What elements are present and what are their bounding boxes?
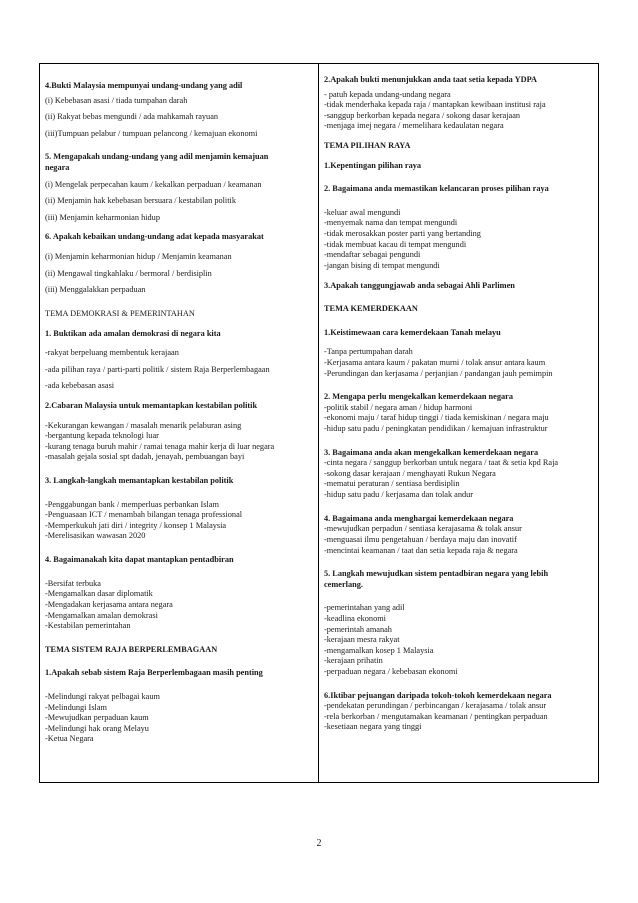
text-line-mengadakan-kerjasama-antara-negara: -Mengadakan kerjasama antara negara [45,599,173,609]
notes-table [39,63,599,783]
text-line-kesetiaan-negara-yang-tinggi: -kesetiaan negara yang tinggi [324,722,422,732]
text-line-i-menjamin-keharmonian-hidup-menjamin-ke: (i) Menjamin keharmonian hidup / Menjamin keamanan [45,252,232,262]
heading-4-bagaimana-anda-menghargai-kemerdekaan-: 4. Bagaimana anda menghargai kemerdekaan negara [324,513,514,523]
text-line-mematui-peraturan-sentiasa-berdisiplin: -mematui peraturan / sentiasa berdisiplin [324,479,460,489]
text-line-penggabungan-bank-memperluas-perbankan-i: -Penggabungan bank / memperluas perbankan Islam [45,499,219,509]
text-line-kestabilan-pemerintahan: -Kestabilan pemerintahan [45,621,131,631]
text-line-perundingan-dan-kerjasama-perjanjian-pan: -Perundingan dan kerjasama / perjanjian / pandangan jauh pemimpin [324,368,553,378]
page-number: 2 [316,838,322,849]
text-line-kerajaan-prihatin: -kerajaan prihatin [324,656,383,666]
text-line-hidup-satu-padu-kerjasama-dan-tolak-andu: -hidup satu padu / kerjasama dan tolak andur [324,490,474,500]
text-line-menguasai-ilmu-pengetahuan-berdaya-maju-: -menguasai ilmu pengetahuan / berdaya maju dan inovatif [324,534,517,544]
heading-6-iktibar-pejuangan-daripada-tokoh-tokoh: 6.Iktibar pejuangan daripada tokoh-tokoh kemerdekaan negara [324,690,552,700]
text-line-tanpa-pertumpahan-darah: -Tanpa pertumpahan darah [324,347,413,357]
heading-cemerlang: cemerlang. [324,579,363,589]
text-line-mewujudkan-perpaduan-kaum: -Mewujudkan perpaduan kaum [45,713,149,723]
text-line-patuh-kepada-undang-undang-negara: - patuh kepada undang-undang negara [324,89,451,99]
heading-3-langkah-langkah-memantapkan-kestabilan: 3. Langkah-langkah memantapkan kestabilan politik [45,476,234,486]
text-line-i-kebebasan-asasi-tiada-tumpahan-darah: (i) Kebebasan asasi / tiada tumpahan darah [45,95,188,105]
text-line-rakyat-berpeluang-membentuk-kerajaan: -rakyat berpeluang membentuk kerajaan [45,348,179,358]
text-line-cinta-negara-sanggup-berkorban-untuk-neg: -cinta negara / sanggup berkorban untuk negara / taat & setia kpd Raja [324,458,559,468]
text-line-pendekatan-perundingan-perbincangan-kera: -pendekatan perundingan / perbincangan / kerajasama / tolak ansur [324,701,547,711]
text-line-hidup-satu-padu-peningkatan-pendidikan-k: -hidup satu padu / peningkatan pendidikan / kemajuan infrastruktur [324,424,548,434]
text-line-rela-berkorban-mengutamakan-keamanan-pen: -rela berkorban / mengutamakan keamanan / pentingkan perpaduan [324,711,548,721]
heading-1-kepentingan-pilihan-raya: 1.Kepentingan pilihan raya [324,160,422,170]
text-line-ada-pilihan-raya-parti-parti-politik-sis: -ada pilihan raya / parti-parti politik / sistem Raja Berperlembagaan [45,364,270,374]
text-line-ada-kebebasan-asasi: -ada kebebasan asasi [45,381,115,391]
heading-6-apakah-kebaikan-undang-undang-adat-kep: 6. Apakah kebaikan undang-undang adat kepada masyarakat [45,232,264,242]
left-column [40,64,319,782]
text-line-mencintai-keamanan-taat-dan-setia-kepada: -mencintai keamanan / taat dan setia kepada raja & negara [324,545,518,555]
text-line-melindungi-islam: -Melindungi Islam [45,702,107,712]
text-line-ii-menjamin-hak-kebebasan-bersuara-kesta: (ii) Menjamin hak kebebasan bersuara / kestabilan politik [45,196,236,206]
text-line-keadlina-ekonomi: -keadlina ekonomi [324,613,386,623]
text-line-mengamalkan-dasar-diplomatik: -Mengamalkan dasar diplomatik [45,589,153,599]
text-line-kerjasama-antara-kaum-pakatan-murni-tola: -Kerjasama antara kaum / pakatan murni / tolak ansur antara kaum [324,357,546,367]
text-line-tidak-membuat-kacau-di-tempat-mengundi: -tidak membuat kacau di tempat mengundi [324,239,467,249]
heading-1-apakah-sebab-sistem-raja-berperlembaga: 1.Apakah sebab sistem Raja Berperlembagaan masih penting [45,668,263,678]
text-line-ketua-negara: -Ketua Negara [45,734,94,744]
text-line-mewujudkan-perpadun-sentiasa-kerajasama-: -mewujudkan perpadun / sentiasa kerajasama & tolak ansur [324,524,522,534]
text-line-menjaga-imej-negara-memelihara-kedaulata: -menjaga imej negara / memelihara kedaulatan negara [324,121,504,131]
text-line-iii-menggalakkan-perpaduan: (iii) Menggalakkan perpaduan [45,285,146,295]
heading-tema-pilihan-raya: TEMA PILIHAN RAYA [324,141,411,151]
text-line-iii-menjamin-keharmonian-hidup: (iii) Menjamin keharmonian hidup [45,212,160,222]
heading-negara: negara [45,163,70,173]
heading-5-mengapakah-undang-undang-yang-adil-men: 5. Mengapakah undang-undang yang adil menjamin kemajuan [45,152,269,162]
text-line-masalah-gejala-sosial-spt-dadah-jenayah-: -masalah gejala sosial spt dadah, jenayah, pembuangan bayi [45,452,245,462]
text-line-mendaftar-sebagai-pengundi: -mendaftar sebagai pengundi [324,250,421,260]
heading-4-bagaimanakah-kita-dapat-mantapkan-pent: 4. Bagaimanakah kita dapat mantapkan pentadbiran [45,555,234,565]
heading-3-apakah-tanggungjawab-anda-sebagai-ahli: 3.Apakah tanggungjawab anda sebagai Ahli Parlimen [324,280,515,290]
heading-2-bagaimana-anda-memastikan-kelancaran-p: 2. Bagaimana anda memastikan kelancaran proses pilihan raya [324,184,549,194]
heading-5-langkah-mewujudkan-sistem-pentadbiran-: 5. Langkah mewujudkan sistem pentadbiran negara yang lebih [324,569,549,579]
text-line-penguasaan-ict-menambah-bilangan-tenaga-: -Penguasaan ICT / menambah bilangan tenaga professional [45,510,243,520]
text-line-politik-stabil-negara-aman-hidup-harmoni: -politik stabil / negara aman / hidup harmoni [324,402,473,412]
text-line-iii-tumpuan-pelabur-tumpuan-pelancong-ke: (iii)Tumpuan pelabur / tumpuan pelancong / kemajuan ekonomi [45,128,258,138]
text-line-melindungi-rakyat-pelbagai-kaum: -Melindungi rakyat pelbagai kaum [45,691,160,701]
text-line-sokong-dasar-kerajaan-menghayati-rukun-n: -sokong dasar kerajaan / menghayati Rukun Negara [324,468,496,478]
text-line-bergantung-kepada-teknologi-luar: -bergantung kepada teknologi luar [45,431,159,441]
text-line-tidak-merosakkan-poster-parti-yang-berta: -tidak merosakkan poster parti yang bertanding [324,229,481,239]
heading-4-bukti-malaysia-mempunyai-undang-undang: 4.Bukti Malaysia mempunyai undang-undang yang adil [45,81,243,90]
heading-tema-kemerdekaan: TEMA KEMERDEKAAN [324,304,418,314]
heading-3-bagaimana-anda-akan-mengekalkan-kemerd: 3. Bagaimana anda akan mengekalkan kemerdekaan negara [324,447,539,457]
text-line-kurang-tenaga-buruh-mahir-ramai-tenaga-m: -kurang tenaga buruh mahir / ramai tenaga mahir kerja di luar negara [45,441,275,451]
text-line-ii-rakyat-bebas-mengundi-ada-mahkamah-ra: (ii) Rakyat bebas mengundi / ada mahkamah rayuan [45,112,219,122]
right-column [319,64,598,782]
heading-2-apakah-bukti-menunjukkan-anda-taat-set: 2.Apakah bukti menunjukkan anda taat setia kepada YDPA [324,75,538,84]
heading-1-buktikan-ada-amalan-demokrasi-di-negar: 1. Buktikan ada amalan demokrasi di negara kita [45,328,221,338]
heading-1-keistimewaan-cara-kemerdekaan-tanah-me: 1.Keistimewaan cara kemerdekaan Tanah melayu [324,327,501,337]
text-line-memperkukuh-jati-diri-integrity-konsep-1: -Memperkukuh jati diri / integrity / konsep 1 Malaysia [45,520,227,530]
text-line-mengamalkan-kosep-1-malaysia: -mengamalkan kosep 1 Malaysia [324,645,434,655]
text-line-bersifat-terbuka: -Bersifat terbuka [45,578,101,588]
text-line-jangan-bising-di-tempat-mengundi: -jangan bising di tempat mengundi [324,260,440,270]
text-line-melindungi-hak-orang-melayu: -Melindungi hak orang Melayu [45,723,149,733]
text-line-pemerintah-amanah: -pemerintah amanah [324,624,392,634]
text-line-menyemak-nama-dan-tempat-mengundi: -menyemak nama dan tempat mengundi [324,218,458,228]
text-line-merelisasikan-wawasan-2020: -Merelisasikan wawasan 2020 [45,531,146,541]
text-line-keluar-awal-mengundi: -keluar awal mengundi [324,207,401,217]
text-line-sanggup-berkorban-kepada-negara-sokong-d: -sanggup berkorban kepada negara / sokong dasar kerajaan [324,110,521,120]
heading-2-mengapa-perlu-mengekalkan-kemerdekaan-: 2. Mengapa perlu mengekalkan kemerdekaan negara [324,392,513,402]
text-line-tidak-menderhaka-kepada-raja-mantapkan-k: -tidak menderhaka kepada raja / mantapkan kewibaan institusi raja [324,100,546,110]
text-line-mengamalkan-amalan-demokrasi: -Mengamalkan amalan demokrasi [45,610,158,620]
text-line-ii-mengawal-tingkahlaku-bermoral-berdisi: (ii) Mengawal tingkahlaku / bermoral / berdisiplin [45,268,212,278]
text-line-kerajaan-mesra-rakyat: -kerajaan mesra rakyat [324,635,400,645]
text-line-pemerintahan-yang-adil: -pemerintahan yang adil [324,603,405,613]
heading-2-cabaran-malaysia-untuk-memantapkan-kes: 2.Cabaran Malaysia untuk memantapkan kestabilan politik [45,400,258,410]
heading-tema-sistem-raja-berperlembagaan: TEMA SISTEM RAJA BERPERLEMBAGAAN [45,644,218,654]
text-line-kekurangan-kewangan-masalah-menarik-pela: -Kekurangan kewangan / masalah menarik pelaburan asing [45,420,242,430]
text-line-perpaduan-negara-kebebasan-ekonomi: -perpaduan negara / kebebasan ekonomi [324,666,458,676]
text-line-ekonomi-maju-taraf-hidup-tinggi-tiada-ke: -ekonomi maju / taraf hidup tinggi / tiada kemiskinan / negara maju [324,413,549,423]
text-line-tema-demokrasi-pemerintahan: TEMA DEMOKRASI & PEMERINTAHAN [45,308,195,318]
text-line-i-mengelak-perpecahan-kaum-kekalkan-perp: (i) Mengelak perpecahan kaum / kekalkan perpaduan / keamanan [45,179,262,189]
